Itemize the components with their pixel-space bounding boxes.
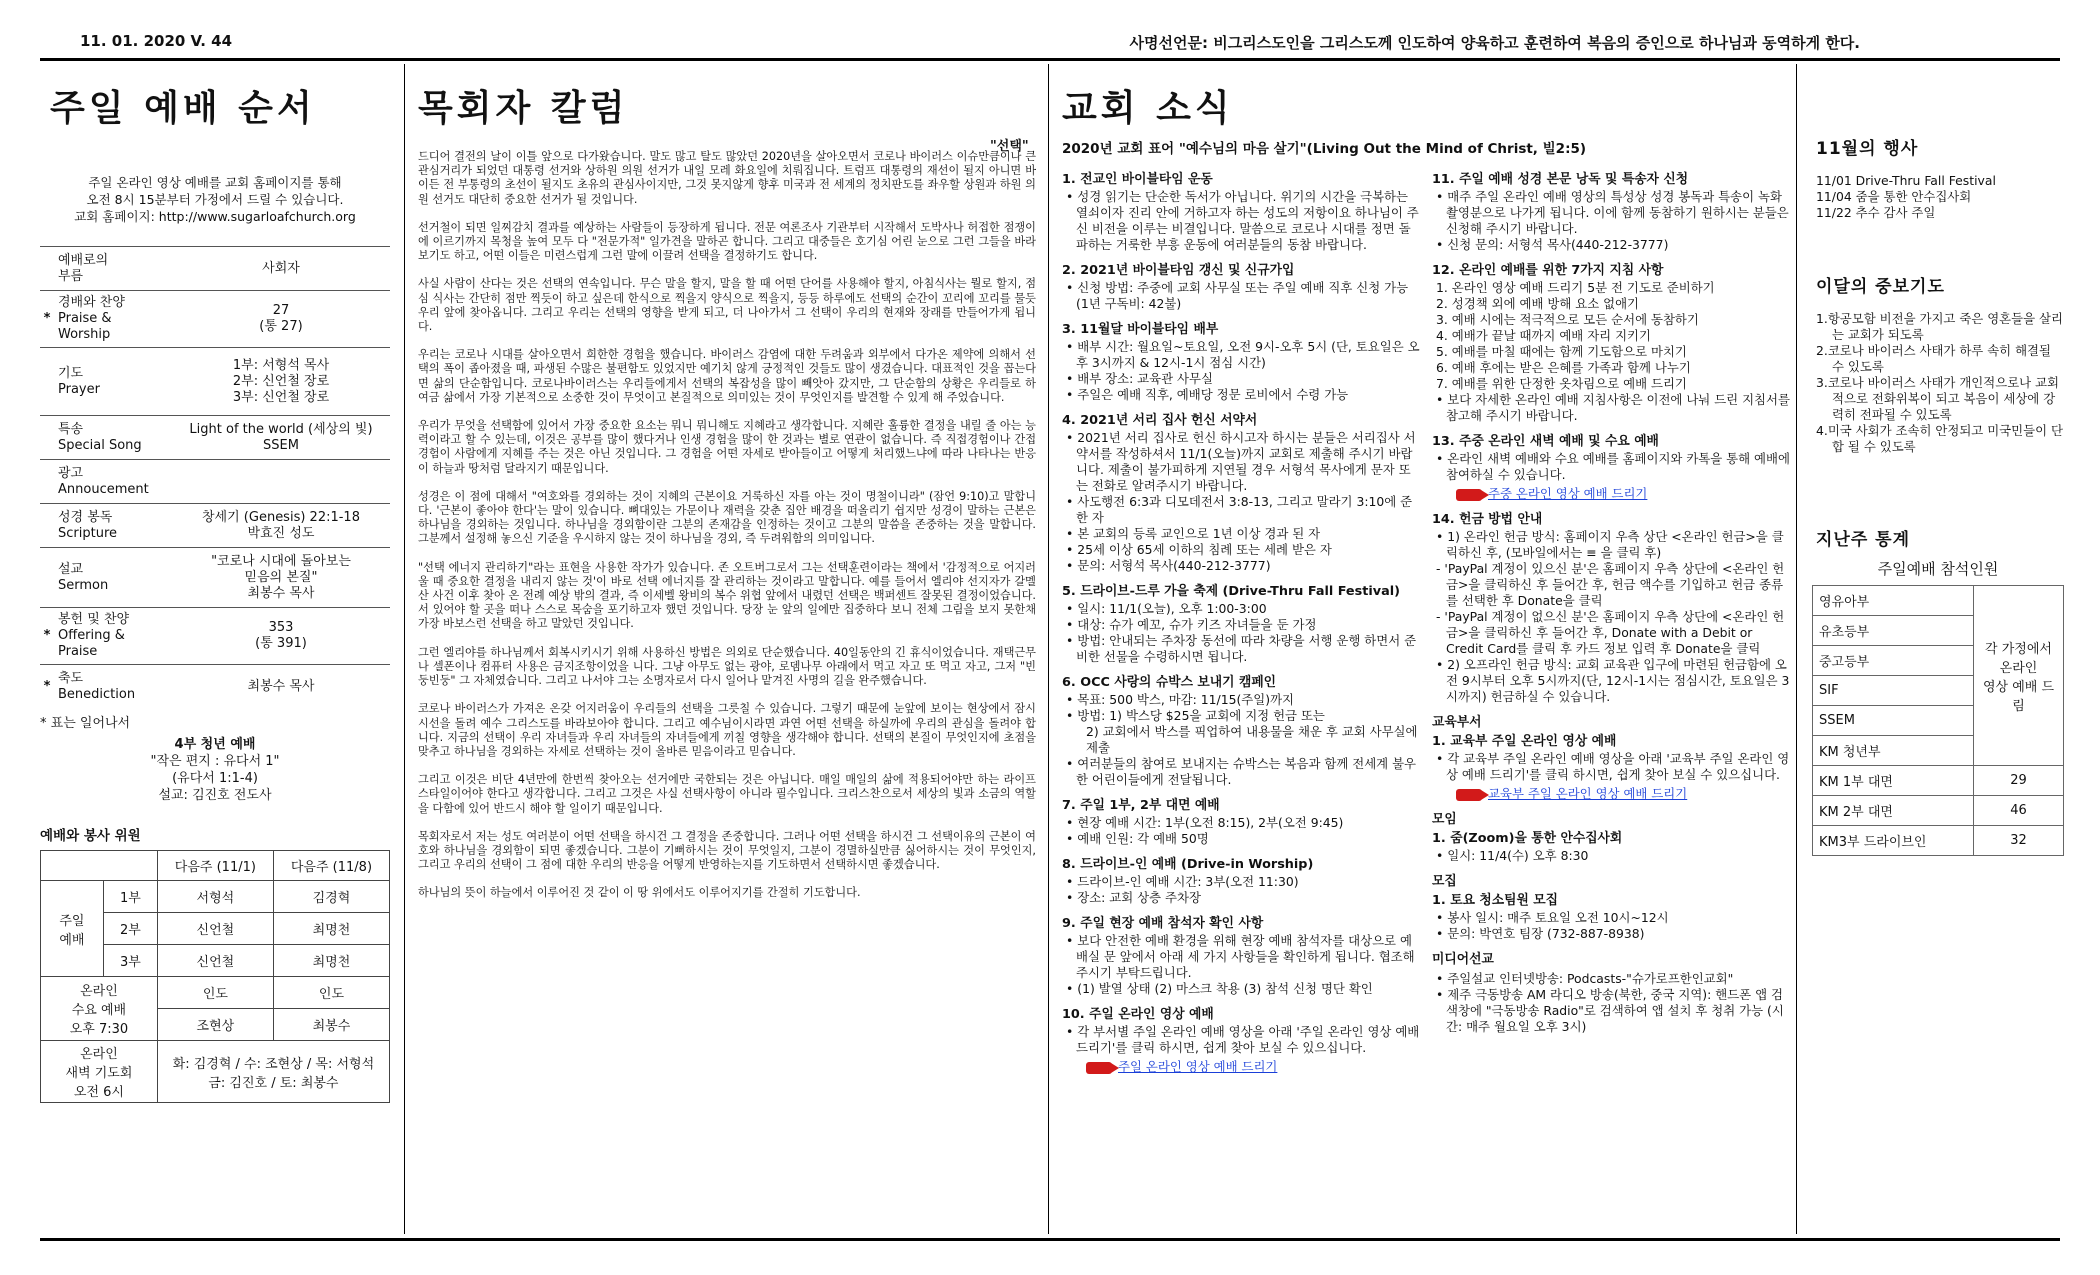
attendance-group: KM 2부 대면 (1813, 796, 1974, 826)
news-item-line: • 방법: 1) 박스당 $25을 교회에 지정 헌금 또는 (1066, 708, 1325, 723)
order-label: 경배와 찬양 Praise & Worship (54, 291, 172, 348)
stand-marker (40, 548, 54, 608)
stats-section (1812, 525, 2064, 550)
news-item-line: • 배부 장소: 교육관 사무실 (1066, 371, 1213, 386)
news-item (1062, 675, 1422, 788)
news-link[interactable]: 주중 온라인 영상 예배 드리기 (1488, 486, 1648, 501)
news-item-line: • 각 교육부 주일 온라인 예배 영상을 아래 '교육부 주일 온라인 영상 예배 드리기'를 클릭 하시면, 쉽게 찾아 보실 수 있으십니다. (1436, 751, 1790, 782)
stand-marker (40, 460, 54, 504)
news-item-line: - 'PayPal 계정이 있으신 분'은 홈페이지 우측 상단에 <온라인 헌금>을 클릭하신 후 들어간 후, 헌금 액수를 기입하고 헌금 종류를 선택한 후 Donate을 클릭 (1436, 561, 1785, 608)
order-label: 봉헌 및 찬양 Offering & Praise (54, 608, 172, 665)
news-left-column (1062, 172, 1422, 1085)
prayer-section (1812, 272, 2064, 455)
news-item (1432, 734, 1790, 802)
worship-order-row (40, 504, 390, 548)
standing-note: * 표는 일어나서 (40, 716, 131, 731)
news-right-column (1432, 172, 1790, 1045)
arrow-icon (1456, 489, 1482, 501)
staff-col-header: 다음주 (11/1) (157, 851, 273, 881)
column-paragraph: 사실 사람이 산다는 것은 선택의 연속입니다. 무슨 말을 할지, 말을 할 때 어떤 단어를 사용해야 할지, 아침식사는 뭘로 할지, 점심 식사는 간단히 점만 찍듯이 하고 싶은데 한식으로 찍을지 양식으로 찍을지, 등등 하루에도 선택의 순간이 꼬리에 꼬리를 물듯 우리 앞에 찾아옵니다. 그리고 우리는 선택의 영향을 받게 되고, 더 나아가서 그 선택이 우리의 현재와 장래를 만들어가게 됩니다. (418, 277, 1037, 334)
news-item-line: • 신청 방법: 주중에 교회 사무실 또는 주일 예배 직후 신청 가능 (1년 구독비: 42불) (1066, 280, 1409, 311)
news-item-list (1432, 280, 1790, 424)
staff-name: 최명천 (273, 913, 389, 945)
column-paragraph: 목회자로서 저는 성도 여러분이 어떤 선택을 하시건 그 결정을 존중합니다. 그러나 어떤 선택을 하시건 그 선택이유의 근본이 여호와 하나님을 경외함이 되면 좋겠습니다. 그분이 기뻐하시는 것이 무엇일지, 그분이 경멸하실만큼 싫어하시는 것이 무엇인지, 그리고 우리의 선택이 그 점에 대한 우리의 반응을 어떻게 반영하는지를 기도하면서 선택하시면 좋겠습니다. (418, 829, 1036, 872)
order-value: 27 (통 27) (172, 291, 390, 348)
column-paragraph: 하나님의 뜻이 하늘에서 이루어진 것 같이 이 땅 위에서도 이루어지기를 간절히 기도합니다. (418, 886, 861, 900)
stand-marker (40, 504, 54, 548)
attendance-group: SIF (1813, 676, 1974, 706)
news-item-line: • 여러분들의 참여로 보내지는 슈박스는 복음과 함께 전세계 불우한 어린이들에게 전달됩니다. (1066, 756, 1417, 787)
news-item-list (1062, 601, 1422, 665)
news-item-line: • 보다 자세한 온라인 예배 지침사항은 이전에 나눠 드린 지침서를 참고해 주시기 바랍니다. (1436, 392, 1790, 423)
pastor-column-title: 목회자 칼럼 (418, 88, 629, 129)
staff-name: 조현상 (157, 1009, 273, 1041)
column-paragraph: 선거철이 되면 일찌감치 결과를 예상하는 사람들이 등장하게 됩니다. 전문 여론조사 기관부터 시작해서 도박사나 허접한 점쟁이에 이르기까지 목청을 높여 모두 다 "전문가적" 일가견을 말하곤 합니다. 그리고 대중들은 호기심 어린 눈으로 그런 그들을 바라보기도 하고, 어떤 이들은 미련스럽게 그런 말에 이끌려 선택을 결정하기도 합니다. (418, 220, 1036, 263)
news-item-line: • 보다 안전한 예배 환경을 위해 현장 예배 참석자를 대상으로 예배실 문 앞에서 아래 세 가지 사항들을 확인하게 됩니다. 협조해 주시기 부탁드립니다. (1066, 933, 1415, 980)
worship-order-title: 주일 예배 순서 (50, 88, 316, 129)
order-label: 예배로의 부름 (54, 247, 172, 291)
events-title: 11월의 행사 (1816, 139, 1919, 159)
news-item-list (1062, 1024, 1422, 1056)
news-item-list (1432, 848, 1790, 864)
prayer-item: 2.코로나 바이러스 사태가 하루 속히 해결될 수 있도록 (1816, 343, 2051, 374)
news-item-line: • 1) 온라인 헌금 방식: 홈페이지 우측 상단 <온라인 헌금>을 클릭하신 후, (모바일에서는 ≡ 을 클릭 후) (1436, 529, 1784, 560)
stand-marker: * (40, 291, 54, 348)
news-item-list (1062, 339, 1422, 403)
news-item-title: 5. 드라이브-드루 가을 축제 (Drive-Thru Fall Festival) (1062, 584, 1400, 599)
news-item-line: 6. 예배 후에는 받은 은혜를 가족과 함께 나누기 (1436, 360, 1691, 375)
column-divider (404, 64, 405, 1234)
order-label: 성경 봉독 Scripture (54, 504, 172, 548)
prayer-item: 1.항공모함 비전을 가지고 죽은 영혼들을 살리는 교회가 되도록 (1816, 311, 2063, 342)
stand-marker: * (40, 608, 54, 665)
news-link-row (1432, 786, 1790, 802)
stats-header: 주일예배 참석인원 (1877, 560, 1999, 578)
staff-name: 인도 (157, 977, 273, 1009)
staff-name: 김경혁 (273, 881, 389, 913)
staff-corner (41, 851, 158, 881)
staff-group-label: 온라인 수요 예배 오후 7:30 (41, 977, 158, 1041)
news-item-title: 4. 2021년 서리 집사 헌신 서약서 (1062, 413, 1258, 428)
church-theme: 2020년 교회 표어 "예수님의 마음 살기"(Living Out the Mind of Christ, 빌2:5) (1062, 141, 1587, 157)
staff-name: 인도 (273, 977, 389, 1009)
arrow-icon (1456, 789, 1482, 801)
youth-line: 설교: 김진호 전도사 (158, 788, 272, 803)
news-item-list (1062, 430, 1422, 574)
event-item: 11/01 Drive-Thru Fall Festival (1816, 173, 1996, 188)
news-item-line: 2) 교회에서 박스를 픽업하여 내용물을 채운 후 교회 사무실에 제출 (1086, 724, 1418, 755)
stand-marker (40, 416, 54, 460)
news-item-title: 10. 주일 온라인 영상 예배 (1062, 1007, 1214, 1022)
news-item-title: 8. 드라이브-인 예배 (Drive-in Worship) (1062, 857, 1314, 872)
attendance-group: KM 청년부 (1813, 736, 1974, 766)
news-item-title: 11. 주일 예배 성경 본문 낭독 및 특송자 신청 (1432, 172, 1689, 187)
column-paragraph: 드디어 결전의 날이 이틀 앞으로 다가왔습니다. 말도 많고 탈도 많았던 2020년을 살아오면서 코로나 바이러스 이슈만큼이나 큰 관심거리가 되었던 대통령 선거와 상하원 의원 선거가 내일 모레 화요일에 치뤄집니다. 트럼프 대통령의 재선이 될지 아니면 바이든 전 부통령의 초선이 될지도 초유의 관심사이지만, 그것 못지않게 향후 미국과 전 세계의 정치판도를 좌우할 상원과 하원 의원 선거도 대단히 중요한 선거가 될 것입니다. (418, 150, 1036, 206)
news-item-title: 12. 온라인 예배를 위한 7가지 지침 사항 (1432, 263, 1664, 278)
news-section-heading: 모집 (1432, 874, 1457, 889)
news-item-title: 14. 헌금 방법 안내 (1432, 512, 1543, 527)
prayer-title: 이달의 중보기도 (1816, 277, 1945, 297)
attendance-group: KM3부 드라이브인 (1813, 826, 1974, 856)
prayer-item: 3.코로나 바이러스 사태가 개인적으로나 교회적으로 전화위복이 되고 복음이 세상에 강력히 전파될 수 있도록 (1816, 375, 2060, 422)
order-value: 353 (통 391) (172, 608, 390, 665)
attendance-row (1813, 796, 2064, 826)
news-item-line: • 일시: 11/1(오늘), 오후 1:00-3:00 (1066, 601, 1267, 616)
news-item-line: • 봉사 일시: 매주 토요일 오전 10시~12시 (1436, 910, 1669, 925)
staff-part: 1부 (103, 881, 157, 913)
column-paragraph: 우리는 코로나 시대를 살아오면서 희한한 경험을 했습니다. 바이러스 감염에 대한 두려움과 외부에서 다가온 제약에 의해서 선택의 폭이 좁아졌을 때, 파생된 수많은 불편함도 있었지만 예기치 않게 긍정적인 것들도 많이 생겼습니다. 대표적인 것을 꼽는다면 삶의 단순함입니다. 코로나바이러스는 우리들에게서 선택의 복잡성을 많이 빼앗아 갔지만, 그 단순함의 상황은 우리들로 하여금 삶에서 가장 기본적으로 소중한 것이 무엇이고 본질적으로 의미있는 것이 무엇인지를 발견할 수 있게 해 주었습니다. (418, 348, 1036, 404)
staff-table (40, 850, 390, 1103)
bottom-rule (40, 1238, 2060, 1241)
news-section-heading: 교육부서 (1432, 715, 1482, 730)
order-value: 창세기 (Genesis) 22:1-18 박효진 성도 (172, 504, 390, 548)
news-item (1062, 916, 1422, 997)
order-value: 최봉수 목사 (172, 665, 390, 709)
news-item (1062, 172, 1422, 253)
news-item-line: 7. 예배를 위한 단정한 옷차림으로 예배 드리기 (1436, 376, 1687, 391)
news-item-line: • 문의: 박연호 팀장 (732-887-8938) (1436, 926, 1645, 941)
news-item (1062, 798, 1422, 847)
news-item-title: 6. OCC 사랑의 슈박스 보내기 캠페인 (1062, 675, 1277, 690)
worship-order-row (40, 247, 390, 291)
news-item-line: • 25세 이상 65세 이하의 침례 또는 세례 받은 자 (1066, 542, 1332, 557)
order-value (172, 460, 390, 504)
news-item-title: 3. 11월달 바이블타임 배부 (1062, 322, 1219, 337)
news-item (1432, 512, 1790, 705)
news-item-line: - 'PayPal 계정이 없으신 분'은 홈페이지 우측 상단에 <온라인 헌금>을 클릭하신 후 들어간 후, Donate with a Debit or Credit Card를 클릭 후 카드 정보 입력 후 Donate을 클릭 (1436, 609, 1785, 656)
top-rule (40, 58, 2060, 61)
order-label: 축도 Benediction (54, 665, 172, 709)
staff-row (41, 1041, 390, 1103)
attendance-group: 영유아부 (1813, 586, 1974, 616)
order-label: 기도 Prayer (54, 348, 172, 416)
staff-group-label: 온라인 새벽 기도회 오전 6시 (41, 1041, 158, 1103)
news-item-line: • 본 교회의 등록 교인으로 1년 이상 경과 된 자 (1066, 526, 1321, 541)
attendance-count: 29 (1974, 766, 2064, 796)
news-item (1062, 322, 1422, 403)
news-item-title: 13. 주중 온라인 새벽 예배 및 수요 예배 (1432, 434, 1659, 449)
intro-line: 주일 온라인 영상 예배를 교회 홈페이지를 통해 (88, 175, 342, 190)
homepage-link[interactable]: 교회 홈페이지: http://www.sugarloafchurch.org (74, 209, 356, 224)
news-item (1062, 263, 1422, 312)
worship-order-row (40, 460, 390, 504)
attendance-row (1813, 826, 2064, 856)
news-item (1062, 857, 1422, 906)
column-paragraph: 그리고 이것은 비단 4년만에 한번씩 찾아오는 선거에만 국한되는 것은 아닙니다. 매일 매일의 삶에 적용되어야만 하는 라이프 스타일이어야 한다고 생각합니다. 그리고 그것은 사실 선택사항이 아니라 필수입니다. 크리스찬으로서 세상의 빛과 소금의 역할을 다함에 있어 반드시 해야 할 일이기 때문입니다. (418, 773, 1036, 815)
intro-line: 오전 8시 15분부터 가정에서 드릴 수 있습니다. (86, 192, 344, 207)
worship-order-column (40, 64, 390, 1234)
news-item-title: 1. 전교인 바이블타임 운동 (1062, 172, 1213, 187)
order-value: 1부: 서형석 목사 2부: 신언철 장로 3부: 신언철 장로 (172, 348, 390, 416)
staff-col-header: 다음주 (11/8) (273, 851, 389, 881)
youth-service (40, 736, 390, 804)
worship-order-table (40, 246, 390, 709)
youth-line: "작은 편지 : 유다서 1" (150, 754, 280, 769)
news-item-line: • 사도행전 6:3과 디모데전서 3:8-13, 그리고 말라기 3:10에 준한 자 (1066, 494, 1413, 525)
staff-row (41, 977, 390, 1009)
news-link[interactable]: 교육부 주일 온라인 영상 예배 드리기 (1488, 786, 1688, 801)
news-item (1432, 831, 1790, 864)
news-item-line: • 매주 주일 온라인 예배 영상의 특성상 성경 봉독과 특송이 녹화 촬영분으로 나가게 됩니다. 이에 함께 동참하기 원하시는 분들은 신청해 주시기 바랍니다. (1436, 189, 1789, 236)
news-item-line: • 배부 시간: 월요일~토요일, 오전 9시-오후 5시 (단, 토요일은 오후 3시까지 & 12시-1시 점심 시간) (1066, 339, 1420, 370)
column-divider (1048, 64, 1049, 1234)
news-link-row (1432, 486, 1790, 502)
news-item-line: • 드라이브-인 예배 시간: 3부(오전 11:30) (1066, 874, 1299, 889)
order-label: 특송 Special Song (54, 416, 172, 460)
news-item-line: 4. 예배가 끝날 때까지 예배 자리 지키기 (1436, 328, 1651, 343)
attendance-count: 32 (1974, 826, 2064, 856)
column-paragraph: 우리가 무엇을 선택함에 있어서 가장 중요한 요소는 뭐니 뭐니해도 지혜라고 생각합니다. 지혜란 훌륭한 결정을 내릴 줄 아는 능력이라고 할 수 있는데, 이것은 공부를 많이 했다거나 인생 경험을 많이 한 것과는 별로 연관이 없습니다. 즉 직접경험이나 간접경험이 사람에게 지혜를 주는 것은 아닌 것입니다. 그 경험을 어떤 자세로 받아들이고 어떻게 처리했느냐에 따라 나타나는 반응이 하늘과 땅처럼 달라지기 때문입니다. (418, 419, 1036, 475)
news-item (1432, 434, 1790, 502)
news-item-line: • 예배 인원: 각 예배 50명 (1066, 831, 1209, 846)
news-item-line: • 대상: 슈가 예꼬, 슈가 키즈 자녀들을 둔 가정 (1066, 617, 1317, 632)
staff-title: 예배와 봉사 위원 (40, 828, 141, 844)
column-paragraph: 성경은 이 점에 대해서 "여호와를 경외하는 것이 지혜의 근본이요 거룩하신 자를 아는 것이 명철이니라" (잠언 9:10)고 말합니다. '근본이 좋아야 한다'는 말이 있습니다. 뼈대있는 가문이나 재력을 갖춘 집안 배경을 떠올리기 쉽지만 성경이 말하는 근본은 하나님을 경외하는 것입니다. 하나님을 경외함이란 그분의 존재감을 인정하는 것이고 그분의 말씀을 존중하는 것을 말합니다. 그분께서 설정해 놓으신 기준을 우시하지 않는 것이 하나님을 경외, 즉 두려워함의 의미입니다. (418, 489, 1036, 546)
news-item (1062, 1007, 1422, 1075)
news-item-list (1062, 815, 1422, 847)
news-item-title: 1. 토요 청소팀원 모집 (1432, 893, 1559, 908)
news-item-line: • 주일은 예배 직후, 예배당 정문 로비에서 수령 가능 (1066, 387, 1349, 402)
news-item-line: • 목표: 500 박스, 마감: 11/15(주일)까지 (1066, 692, 1295, 707)
staff-group-label: 주일 예배 (41, 881, 104, 977)
news-section-heading: 모임 (1432, 812, 1457, 827)
attendance-group: 유초등부 (1813, 616, 1974, 646)
attendance-row (1813, 766, 2064, 796)
news-item-line: • 각 부서별 주일 온라인 예배 영상을 아래 '주일 온라인 영상 예배 드리기'를 클릭 하시면, 쉽게 찾아 보실 수 있으십니다. (1066, 1024, 1420, 1055)
news-section-heading: 미디어선교 (1432, 952, 1494, 967)
news-item-line: 5. 예배를 마칠 때에는 함께 기도함으로 마치기 (1436, 344, 1687, 359)
news-item-line: • 2) 오프라인 헌금 방식: 교회 교육관 입구에 마련된 헌금함에 오전 9시부터 오후 5시까지(단, 12시-1시는 점심시간, 토요일은 3시까지) 헌금하실 수 있습니다. (1436, 657, 1790, 704)
stand-marker (40, 247, 54, 291)
column-subtitle: "선택" (990, 139, 1029, 154)
event-item: 11/22 추수 감사 주일 (1816, 205, 1936, 220)
news-item-list (1062, 189, 1422, 253)
issue-date: 11. 01. 2020 V. 44 (80, 32, 233, 50)
news-item-title: 2. 2021년 바이블타임 갱신 및 신규가입 (1062, 263, 1295, 278)
news-item-line: 1. 온라인 영상 예배 드리기 5분 전 기도로 준비하기 (1436, 280, 1715, 295)
worship-order-row (40, 416, 390, 460)
news-item-list (1432, 751, 1790, 783)
mission-statement: 사명선언문: 비그리스도인을 그리스도께 인도하여 양육하고 훈련하여 복음의 증인으로 하나님과 동역하게 한다. (1129, 34, 1860, 52)
news-item-line: 3. 예배 시에는 적극적으로 모든 순서에 동참하기 (1436, 312, 1699, 327)
news-item (1062, 413, 1422, 574)
staff-name: 신언철 (157, 913, 273, 945)
worship-order-row (40, 348, 390, 416)
news-item-list (1432, 189, 1790, 253)
news-item-line: • 현장 예배 시간: 1부(오전 8:15), 2부(오전 9:45) (1066, 815, 1344, 830)
event-item: 11/04 줌을 통한 안수집사회 (1816, 189, 1972, 204)
order-label: 설교 Sermon (54, 548, 172, 608)
column-divider (1796, 64, 1797, 1234)
attendance-count: 46 (1974, 796, 2064, 826)
prayer-item: 4.미국 사회가 조속히 안정되고 미국민들이 단합 될 수 있도록 (1816, 423, 2063, 454)
stats-title: 지난주 통계 (1816, 530, 1911, 550)
news-item-list (1432, 910, 1790, 942)
news-item (1432, 893, 1790, 942)
news-item-line: • 방법: 안내되는 주차장 동선에 따라 차량을 서행 운행 하면서 준비한 선물을 수령하시면 됩니다. (1066, 633, 1417, 664)
news-item-line: • 2021년 서리 집사로 헌신 하시고자 하시는 분들은 서리집사 서약서를 작성하셔서 11/1(오늘)까지 교회로 제출해 주시기 바랍니다. 제출이 불가피하게 지연될 경우 서형석 목사에게 문자 또는 전화로 알려주시기 바랍니다. (1066, 430, 1416, 493)
staff-dawn-schedule: 화: 김경혁 / 수: 조현상 / 목: 서형석 금: 김진호 / 토: 최봉수 (157, 1041, 389, 1103)
news-item-line: • (1) 발열 상태 (2) 마스크 착용 (3) 참석 신청 명단 확인 (1066, 981, 1373, 996)
header-bar (40, 28, 2060, 58)
news-item-list (1432, 529, 1790, 705)
news-item-title: 9. 주일 현장 예배 참석자 확인 사항 (1062, 916, 1264, 931)
news-item-list (1062, 280, 1422, 312)
staff-row (41, 881, 390, 913)
news-item-line: • 신청 문의: 서형석 목사(440-212-3777) (1436, 237, 1669, 252)
staff-name: 최봉수 (273, 1009, 389, 1041)
staff-part: 2부 (103, 913, 157, 945)
youth-line: (유다서 1:1-4) (172, 771, 258, 786)
news-link[interactable]: 주일 온라인 영상 예배 드리기 (1118, 1059, 1278, 1074)
worship-order-row (40, 665, 390, 709)
news-item (1062, 584, 1422, 665)
news-item-list (1062, 874, 1422, 906)
news-item-line: • 일시: 11/4(수) 오후 8:30 (1436, 848, 1589, 863)
news-item-list (1062, 692, 1422, 788)
attendance-table (1812, 585, 2064, 856)
order-value: 사회자 (172, 247, 390, 291)
news-item-list (1432, 971, 1790, 1035)
news-item-line: • 주일설교 인터넷방송: Podcasts-"슈가로프한인교회" (1436, 971, 1734, 986)
order-value: "코로나 시대에 돌아보는 믿음의 본질" 최봉수 목사 (172, 548, 390, 608)
attendance-group: KM 1부 대면 (1813, 766, 1974, 796)
worship-intro (40, 174, 390, 225)
news-item-line: • 제주 극동방송 AM 라디오 방송(북한, 중국 지역): 핸드폰 앱 검색창에 "극동방송 Radio"로 검색하여 앱 설치 후 청취 가능 (시간: 매주 월요일 오후 3시) (1436, 987, 1784, 1034)
attendance-merged-note: 각 가정에서 온라인 영상 예배 드림 (1974, 586, 2064, 766)
news-item-line: 2. 성경책 외에 예배 방해 요소 없애기 (1436, 296, 1640, 311)
worship-order-row (40, 608, 390, 665)
arrow-icon (1086, 1062, 1112, 1074)
worship-order-row (40, 548, 390, 608)
news-item-line: • 온라인 새벽 예배와 수요 예배를 홈페이지와 카톡을 통해 예배에 참여하실 수 있습니다. (1436, 451, 1790, 482)
news-item (1432, 172, 1790, 253)
order-value: Light of the world (세상의 빛) SSEM (172, 416, 390, 460)
staff-name: 최명천 (273, 945, 389, 977)
news-link-row (1062, 1059, 1422, 1075)
pastor-column-body (418, 150, 1036, 915)
staff-header-row (41, 851, 390, 881)
attendance-group: 중고등부 (1813, 646, 1974, 676)
youth-title: 4부 청년 예배 (174, 737, 256, 752)
order-label: 광고 Annoucement (54, 460, 172, 504)
news-item-list (1062, 933, 1422, 997)
news-item (1432, 971, 1790, 1035)
news-item-title: 1. 줌(Zoom)을 통한 안수집사회 (1432, 831, 1623, 846)
column-paragraph: 그런 엘리야를 하나님께서 회복시키시기 위해 사용하신 방법은 의외로 단순했습니다. 40일동안의 긴 휴식이었습니다. 재택근무나 셀폰이나 컴퓨터 사용은 금지조항이었을 니다. 그냥 아무도 없는 광야, 로뎀나무 아래에서 먹고 자고 또 먹고 자고, 그저 "빈둥빈둥" 그 자체였습니다. 그리고 나서야 그는 소명자로서 다시 일어나 맡겨진 사명의 길을 완주했습니다. (418, 645, 1036, 688)
attendance-group: SSEM (1813, 706, 1974, 736)
column-paragraph: 코로나 바이러스가 가져온 온갖 어지러움이 우리들의 선택을 그릇칠 수 있습니다. 그렇기 때문에 눈앞에 보이는 현상에서 잠시 시선을 돌려 예수 그리스도를 바라보아야 합니다. 그리고 예수님이시라면 과연 어떤 선택을 하실까에 우리의 관심을 돌려야 합니다. 지금의 선택이 우리 자녀들과 우리 자녀들의 자녀들에게 끼칠 영향을 생각해야 합니다. 선택의 본질이 무엇인지에 초점을 맞추고 하나님을 경외하는 자세로 선택하는 것이 올바른 믿음이라고 믿습니다. (418, 702, 1036, 758)
staff-name: 서형석 (157, 881, 273, 913)
church-news-title: 교회 소식 (1062, 88, 1234, 129)
news-item (1432, 263, 1790, 424)
stand-marker (40, 348, 54, 416)
worship-order-row (40, 291, 390, 348)
news-item-title: 1. 교육부 주일 온라인 영상 예배 (1432, 734, 1617, 749)
events-section (1812, 134, 2064, 221)
news-item-line: • 장소: 교회 상층 주차장 (1066, 890, 1201, 905)
staff-name: 신언철 (157, 945, 273, 977)
staff-part: 3부 (103, 945, 157, 977)
news-item-line: • 성경 읽기는 단순한 독서가 아닙니다. 위기의 시간을 극복하는 열쇠이자 진리 안에 거하고자 하는 성도의 저항이요 하나님이 주신 비전을 이루는 비결입니다. 말씀으로 코로나 시대를 정면 돌파하는 거룩한 부흥 운동에 여러분들의 동참 바랍니다. (1066, 189, 1419, 252)
stand-marker: * (40, 665, 54, 709)
news-item-list (1432, 451, 1790, 483)
column-paragraph: "선택 에너지 관리하기"라는 표현을 사용한 작가가 있습니다. 존 오트버그로서 그는 선택훈련이라는 책에서 '감정적으로 어지러울 때 중요한 결정을 내리지 않는 것'이 바로 선택 에너지를 잘 관리하는 것이라고 말합니다. 예를 들어서 엘리야 선지자가 갈멜산 사건 이후 찾아 온 전례 예상 밖의 결과, 즉 이세벨 왕비의 복수 위협 앞에서 내렸던 선택은 백퍼센트 잘못된 결정이었습니다. 서 있어야 할 곳을 떠나 스스로 목숨을 포기하고자 했던 것입니다. 당장 눈 앞의 일에만 집중하다 보니 전체 그림을 보지 못한채 가장 바보스런 선택을 하고 말았던 것입니다. (418, 560, 1036, 631)
news-item-line: • 문의: 서형석 목사(440-212-3777) (1066, 558, 1271, 573)
attendance-row (1813, 586, 2064, 616)
news-item-title: 7. 주일 1부, 2부 대면 예배 (1062, 798, 1220, 813)
